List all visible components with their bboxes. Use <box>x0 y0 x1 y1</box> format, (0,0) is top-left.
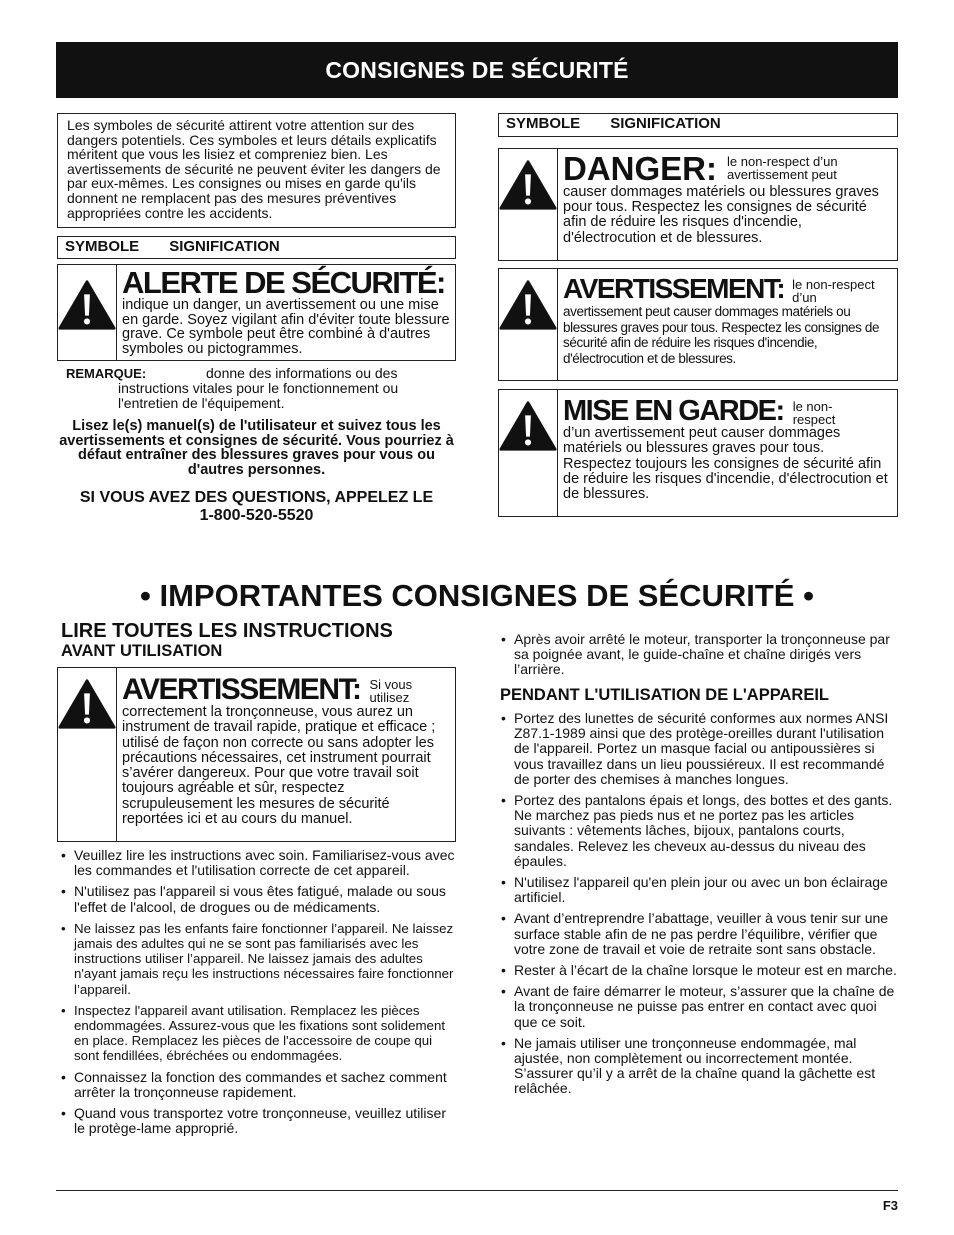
right-bullet-list <box>498 711 898 1103</box>
read-instructions-heading <box>61 620 456 660</box>
list-item: • Avant d’entreprendre l’abattage, veuiller à vous tenir sur une surface stable afin de ne pas perdre l’équilibre, vérifier que votre zone de travail et voie de retraite sont sans obstacle. <box>498 911 898 957</box>
caution-inline: le non-respect <box>792 399 836 427</box>
read-manual-notice: Lisez le(s) manuel(s) de l'utilisateur et suivez tous les avertissements et consignes de sécurité. Vous pourriez à défaut entraîner des blessures graves pour vous ou d'autres personnes. <box>59 418 454 478</box>
page-number: F3 <box>882 1198 898 1213</box>
remarque-block <box>66 365 446 412</box>
left-bullet-list <box>58 848 458 1142</box>
symbol-cell <box>499 269 558 380</box>
list-item: • Avant de faire démarrer le moteur, s’assurer que la chaîne de la tronçonneuse ne puisse pas entrer en contact avec quoi que ce soit. <box>498 984 898 1030</box>
warning-triangle-icon <box>58 678 116 730</box>
caution-title: MISE EN GARDE: <box>563 395 784 427</box>
remarque-text: donne des informations ou des instructions vitales pour le fonctionnement ou l'entretien de l'équipement. <box>118 365 399 412</box>
alert-text-cell <box>117 265 455 360</box>
right-top-bullet-list <box>498 632 898 684</box>
symbol-cell <box>58 265 117 360</box>
warning-box-left <box>57 667 456 842</box>
caution-box <box>498 389 898 517</box>
danger-inline: le non-respect d’un avertissement peut <box>727 154 838 182</box>
symbol-cell <box>499 149 558 260</box>
remarque-label: REMARQUE: <box>66 366 147 381</box>
warning-triangle-icon <box>499 279 557 331</box>
list-item: • Connaissez la fonction des commandes et sachez comment arrêter la tronçonneuse rapidement. <box>58 1070 458 1100</box>
warning-left-title: AVERTISSEMENT: <box>122 673 361 706</box>
questions-line: SI VOUS AVEZ DES QUESTIONS, APPELEZ LE <box>79 489 434 506</box>
danger-text: causer dommages matériels ou blessures graves pour tous. Respectez les consignes de sécurité afin de réduire les risques d'incendie, d'électrocution et de blessures. <box>563 184 879 246</box>
section-title: CONSIGNES DE SÉCURITÉ <box>325 56 629 83</box>
symbol-cell <box>58 668 117 841</box>
caution-text-cell <box>558 390 897 516</box>
symbol-label: SYMBOLE <box>506 115 581 132</box>
danger-text-cell <box>558 149 897 260</box>
meaning-label: SIGNIFICATION <box>610 115 721 132</box>
alert-title: ALERTE DE SÉCURITÉ: <box>122 265 445 300</box>
warning-left-text-cell <box>117 668 455 841</box>
warning-triangle-icon <box>499 400 557 452</box>
danger-title: DANGER: <box>563 150 717 187</box>
read-instructions-line2: AVANT UTILISATION <box>61 642 223 660</box>
symbol-header-left <box>57 236 456 259</box>
list-item: • Ne laissez pas les enfants faire fonctionner l’appareil. Ne laissez jamais des adultes qui ne se sont pas familiarisés avec les instructions utiliser l’appareil. Ne laissez jamais des adultes n'ayant jamais reçu les instructions nécessaires faire fonctionner l’appareil. <box>58 921 458 997</box>
safety-alert-box <box>57 264 456 361</box>
warning-text: avertissement peut causer dommages matériels ou blessures graves pour tous. Respectez les consignes de sécurité afin de réduire les risques d'incendie, d'électrocution et de blessures. <box>563 304 880 366</box>
during-use-heading: PENDANT L'UTILISATION DE L'APPAREIL <box>500 686 829 704</box>
warning-text-cell <box>558 269 897 380</box>
list-item: • N'utilisez l'appareil qu'en plein jour ou avec un bon éclairage artificiel. <box>498 875 898 905</box>
list-item: • Ne jamais utiliser une tronçonneuse endommagée, mal ajustée, non complètement ou incorrectement montée. S’assurer qu’il y a arrêt de la chaîne quand la gâchette est relâchée. <box>498 1036 898 1097</box>
list-item: • Veuillez lire les instructions avec soin. Familiarisez-vous avec les commandes et l'utilisation correcte de cet appareil. <box>58 848 458 878</box>
list-item: • Portez des lunettes de sécurité conformes aux normes ANSI Z87.1-1989 ainsi que des protège-oreilles durant l'utilisation de l'appareil. Portez un masque facial ou antipoussières si vous travaillez dans un lieu poussiéreux. Il est recommandé de porter des chemises à manches longues. <box>498 711 898 787</box>
danger-box <box>498 148 898 261</box>
symbol-label: SYMBOLE <box>65 238 140 255</box>
intro-text: Les symboles de sécurité attirent votre attention sur des dangers potentiels. Ces symboles et leurs détails explicatifs méritent que vous les lisiez et compreniez bien. Les avertissements de sécurité ne peuvent éviter les dangers de par eux-mêmes. Les consignes ou mises en garde qu'ils donnent ne remplacent pas des mesures préventives appropriées contre les accidents. <box>67 117 441 221</box>
questions-block <box>57 489 456 525</box>
symbol-header-right <box>498 113 898 137</box>
list-item: • Portez des pantalons épais et longs, des bottes et des gants. Ne marchez pas pieds nus et ne portez pas les articles suivants : vêtements lâches, bijoux, pantalons courts, sandales. Relevez les cheveux au-dessus du niveau des épaules. <box>498 793 898 869</box>
important-title: • IMPORTANTES CONSIGNES DE SÉCURITÉ • <box>140 578 814 613</box>
warning-box-right <box>498 268 898 381</box>
warning-title: AVERTISSEMENT: <box>563 273 785 304</box>
warning-left-inline: Si vous utilisez <box>369 677 413 705</box>
caution-text: d’un avertissement peut causer dommages matériels ou blessures graves pour tous. Respectez toujours les consignes de sécurité afin de réduire les risques d'incendie, d'électrocution et de blessures. <box>563 425 888 503</box>
phone-number: 1-800-520-5520 <box>199 507 314 524</box>
meaning-label: SIGNIFICATION <box>169 238 280 255</box>
intro-box <box>57 113 456 228</box>
list-item: • Rester à l’écart de la chaîne lorsque le moteur est en marche. <box>498 963 898 978</box>
list-item: • Inspectez l'appareil avant utilisation. Remplacez les pièces endommagées. Assurez-vous que les fixations sont solidement en place. Remplacez les pièces de l'accessoire de coupe qui sont fendillées, ébréchées ou endommagées. <box>58 1003 458 1064</box>
footer-divider <box>56 1190 898 1191</box>
list-item: • N'utilisez pas l'appareil si vous êtes fatigué, malade ou sous l'effet de l'alcool, de drogues ou de médicaments. <box>58 884 458 914</box>
alert-text: indique un danger, un avertissement ou une mise en garde. Soyez vigilant afin d'éviter toute blessure grave. Ce symbole peut être combiné à d'autres symboles ou pictogrammes. <box>122 297 450 357</box>
warning-triangle-icon <box>58 279 116 331</box>
read-instructions-line1: LIRE TOUTES LES INSTRUCTIONS <box>61 620 393 642</box>
symbol-cell <box>499 390 558 516</box>
warning-left-text: correctement la tronçonneuse, vous aurez un instrument de travail rapide, pratique et efficace ; utilisé de façon non correcte ou sans adopter les précautions nécessaires, cet instrument pourrait s’avérer dangereux. Pour que votre travail soit toujours agréable et sûr, respectez scrupuleusement les mesures de sécurité reportées ici et au cours du manuel. <box>122 704 436 828</box>
list-item: • Après avoir arrêté le moteur, transporter la tronçonneuse par sa poignée avant, le guide-chaîne et chaîne dirigés vers l’arrière. <box>498 632 898 678</box>
section-header <box>56 42 898 98</box>
warning-triangle-icon <box>499 159 557 211</box>
warning-inline: le non-respect d’un <box>792 277 875 305</box>
list-item: • Quand vous transportez votre tronçonneuse, veuillez utiliser le protège-lame approprié. <box>58 1106 458 1136</box>
